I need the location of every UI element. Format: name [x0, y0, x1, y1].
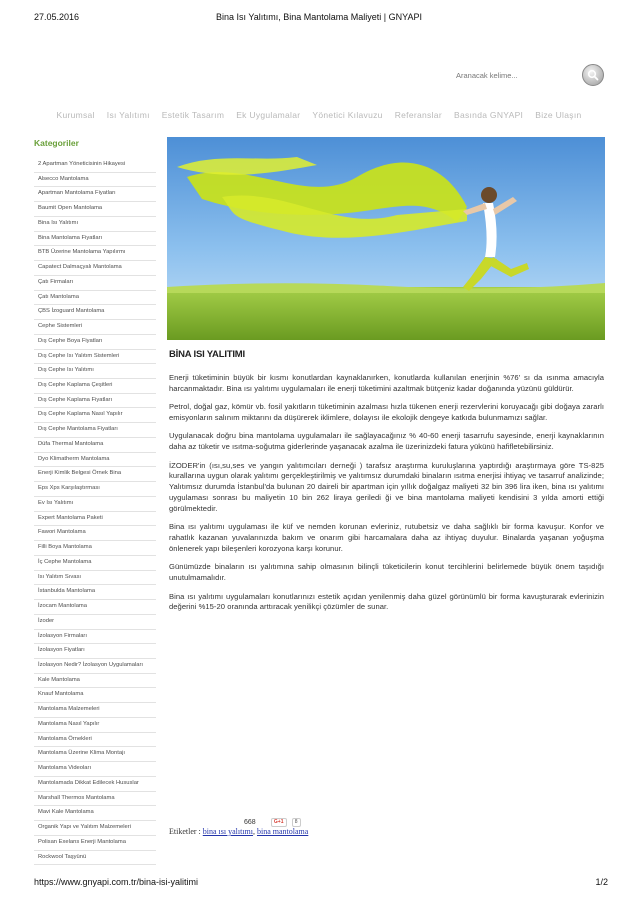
sidebar-category-item[interactable]: İzocam Mantolama — [34, 600, 156, 615]
hero-image — [167, 137, 605, 340]
print-page-title: Bina Isı Yalıtımı, Bina Mantolama Maliyeti | GNYAPI — [216, 12, 422, 22]
sidebar-category-item[interactable]: Capatect Dalmaçyalı Mantolama — [34, 261, 156, 276]
article-paragraph: Bina ısı yalıtımı uygulaması ile küf ve nemden korunan evleriniz, rutubetsiz ve daha sağlıklı bir forma kavuşur. Konfor ve rahatlık kazanan yuvalarınızda bakım ve onarım gibi harcamalara daha az ihtiyaç duyulur. Binalarda yaşanan yoğuşma önlenerek yapı bileşenleri korozyona karşı korunur. — [169, 522, 604, 553]
tags-separator: , — [252, 827, 257, 836]
sidebar-category-item[interactable]: Marshall Thermos Mantolama — [34, 792, 156, 807]
sidebar-category-item[interactable]: Eps Xps Karşılaştırması — [34, 482, 156, 497]
sidebar-category-item[interactable]: Mantolama Malzemeleri — [34, 703, 156, 718]
sidebar-category-item[interactable]: İzolasyon Firmaları — [34, 630, 156, 645]
sidebar-category-item[interactable]: Dyo Klimatherm Mantolama — [34, 453, 156, 468]
search-box — [452, 64, 604, 86]
sidebar-category-item[interactable]: İç Cephe Mantolama — [34, 556, 156, 571]
sidebar-category-item[interactable]: İstanbulda Mantolama — [34, 585, 156, 600]
category-sidebar — [34, 138, 156, 865]
print-header — [0, 12, 638, 24]
sidebar-category-item[interactable]: Düfa Thermal Mantolama — [34, 438, 156, 453]
article-title: BİNA ISI YALITIMI — [169, 349, 245, 360]
google-plus-count: 8 — [292, 818, 301, 827]
share-row — [244, 817, 301, 827]
sidebar-category-item[interactable]: Alsecco Mantolama — [34, 173, 156, 188]
sidebar-category-item[interactable]: Mantolamada Dikkat Edilecek Hususlar — [34, 777, 156, 792]
print-page-number: 1/2 — [595, 877, 608, 887]
sidebar-category-item[interactable]: Expert Mantolama Paketi — [34, 512, 156, 527]
sidebar-category-item[interactable]: ÇBS İzoguard Mantolama — [34, 305, 156, 320]
tags-row — [169, 827, 308, 836]
sidebar-category-item[interactable]: Kale Mantolama — [34, 674, 156, 689]
sidebar-category-item[interactable]: İzolasyon Nedir? İzolasyon Uygulamaları — [34, 659, 156, 674]
sidebar-category-item[interactable]: Cephe Sistemleri — [34, 320, 156, 335]
tags-label: Etiketler : — [169, 827, 203, 836]
google-plus-button[interactable]: G+1 — [271, 818, 287, 827]
nav-item-basinda-gnyapi[interactable]: Basında GNYAPI — [453, 110, 524, 120]
article-paragraph: Petrol, doğal gaz, kömür vb. fosil yakıtların tüketiminin azalması hızla tükenen enerji rezervlerini koruyacağı gibi doğaya zararlı emisyonların salınım miktarını da düşürerek iklimlere, dolayısı ile ekolojik dengeye katkıda bulunmamızı sağlar. — [169, 402, 604, 423]
sidebar-category-item[interactable]: Dış Cephe Kaplama Fiyatları — [34, 394, 156, 409]
article-paragraph: İZODER'in (ısı,su,ses ve yangın yalıtımcıları derneği ) tarafsız araştırma kuruluşlarına yaptırdığı araştırmaya göre TS-825 kurallarına uygun olarak yalıtımı gerçekleştirilmiş ve yalıtımsız durumdaki binaların ısıtma enerjisi ihtiyaç ve tasarruf analizinde; Yalıtımsız durumda İstanbul'da bulunan 20 daireli bir apartman için yıllık doğalgaz maliyeti 32 bin 396 lira iken, bina ısı yalıtımı uygulaması sonrası bu maliyetin 10 bin 262 liraya geriledi ği ve bina mantolama maliyeti kendisini 3 yılda amorti ettiği görülmektedir. — [169, 460, 604, 513]
sidebar-category-item[interactable]: Dış Cephe Mantolama Fiyatları — [34, 423, 156, 438]
sidebar-category-item[interactable]: Organik Yapı ve Yalıtım Malzemeleri — [34, 821, 156, 836]
sidebar-category-item[interactable]: Dış Cephe Kaplama Nasıl Yapılır — [34, 408, 156, 423]
nav-item-yonetici-kilavuzu[interactable]: Yönetici Kılavuzu — [312, 110, 383, 120]
search-button[interactable] — [582, 64, 604, 86]
print-footer — [0, 877, 638, 889]
sidebar-category-item[interactable]: Dış Cephe Isı Yalıtımı — [34, 364, 156, 379]
nav-item-isi-yalitimi[interactable]: Isı Yalıtımı — [106, 110, 150, 120]
sidebar-category-item[interactable]: Dış Cephe Boya Fiyatları — [34, 335, 156, 350]
article-paragraph: Uygulanacak doğru bina mantolama uygulamaları ile sağlayacağınız % 40-60 enerji tasarrufu sayesinde, enerji kaynaklarının daha az tüketir ve ısıtma-soğutma giderlerinde yaşanacak azalma ile üzerinizdeki fatura yükünü hafifletebilirsiniz. — [169, 431, 604, 452]
tag-link-bina-isi-yalitimi[interactable]: bina ısı yalıtımı — [202, 827, 253, 836]
sidebar-category-item[interactable]: Dış Cephe Isı Yalıtım Sistemleri — [34, 350, 156, 365]
article-paragraph: Enerji tüketiminin büyük bir kısmı konutlardan kaynaklanırken, konutlarda kullanılan enerjinin %76' sı da ısınma amacıyla harcanmaktadır. Bina ısı yalıtımı uygulamaları ile enerji tüketimini azaltmak bütçeniz kadar doğanında yüzünü güldürür. — [169, 373, 604, 393]
sidebar-category-item[interactable]: Ev Isı Yalıtımı — [34, 497, 156, 512]
sidebar-category-item[interactable]: İzolasyon Fiyatları — [34, 644, 156, 659]
sidebar-category-item[interactable]: Mantolama Videoları — [34, 762, 156, 777]
sidebar-category-item[interactable]: Knauf Mantolama — [34, 688, 156, 703]
print-url: https://www.gnyapi.com.tr/bina-isi-yalitimi — [34, 877, 199, 887]
sidebar-category-item[interactable]: Baumit Open Mantolama — [34, 202, 156, 217]
sidebar-category-item[interactable]: Mantolama Üzerine Klima Montajı — [34, 747, 156, 762]
nav-item-ek-uygulamalar[interactable]: Ek Uygulamalar — [236, 110, 301, 120]
sidebar-category-item[interactable]: Mantolama Örnekleri — [34, 733, 156, 748]
sidebar-category-item[interactable]: Rockwool Taşyünü — [34, 851, 156, 866]
sidebar-category-item[interactable]: Mantolama Nasıl Yapılır — [34, 718, 156, 733]
sidebar-category-item[interactable]: Polisan Exelans Enerji Mantolama — [34, 836, 156, 851]
search-input[interactable] — [452, 71, 572, 80]
sidebar-heading: Kategoriler — [34, 138, 79, 148]
print-date: 27.05.2016 — [34, 12, 80, 22]
sidebar-category-item[interactable]: Apartman Mantolama Fiyatları — [34, 187, 156, 202]
nav-item-bize-ulasin[interactable]: Bize Ulaşın — [535, 110, 582, 120]
sidebar-category-item[interactable]: Filli Boya Mantolama — [34, 541, 156, 556]
sidebar-category-item[interactable]: Enerji Kimlik Belgesi Örnek Bina — [34, 467, 156, 482]
sidebar-category-item[interactable]: BTB Üzerine Mantolama Yapılırmı — [34, 246, 156, 261]
sidebar-category-item[interactable]: Fawori Mantolama — [34, 526, 156, 541]
sidebar-category-item[interactable]: Dış Cephe Kaplama Çeşitleri — [34, 379, 156, 394]
tag-link-bina-mantolama[interactable]: bina mantolama — [256, 827, 309, 836]
nav-item-estetik-tasarim[interactable]: Estetik Tasarım — [161, 110, 225, 120]
sidebar-category-item[interactable]: Çatı Mantolama — [34, 291, 156, 306]
nav-item-kurumsal[interactable]: Kurumsal — [56, 110, 95, 120]
sidebar-category-item[interactable]: Mavi Kale Mantolama — [34, 806, 156, 821]
share-count: 668 — [244, 818, 256, 826]
article-paragraph: Günümüzde binaların ısı yalıtımına sahip olmasının bilinçli tüketicilerin konut tercihlerini belirlemede büyük önem taşıdığı unutulmamalıdır. — [169, 562, 604, 583]
sidebar-category-item[interactable]: Bina Mantolama Fiyatları — [34, 232, 156, 247]
sidebar-category-item[interactable]: Çatı Firmaları — [34, 276, 156, 291]
search-icon — [587, 69, 599, 81]
sidebar-category-item[interactable]: İzoder — [34, 615, 156, 630]
category-list — [34, 158, 156, 865]
sidebar-category-item[interactable]: 2 Apartman Yöneticisinin Hikayesi — [34, 158, 156, 173]
sidebar-category-item[interactable]: Isı Yalıtım Sıvası — [34, 571, 156, 586]
article-paragraph: Bina ısı yalıtımı uygulamaları konutlarınızı estetik açıdan yenilenmiş daha güzel görünümlü bir forma kavuşturarak evlerinizin değerini %15-20 oranında arttıracak yenilikçi çözümler de sunar. — [169, 591, 604, 612]
sidebar-category-item[interactable]: Bina Isı Yalıtımı — [34, 217, 156, 232]
main-nav — [0, 110, 638, 124]
nav-item-referanslar[interactable]: Referanslar — [394, 110, 442, 120]
article — [169, 349, 604, 621]
